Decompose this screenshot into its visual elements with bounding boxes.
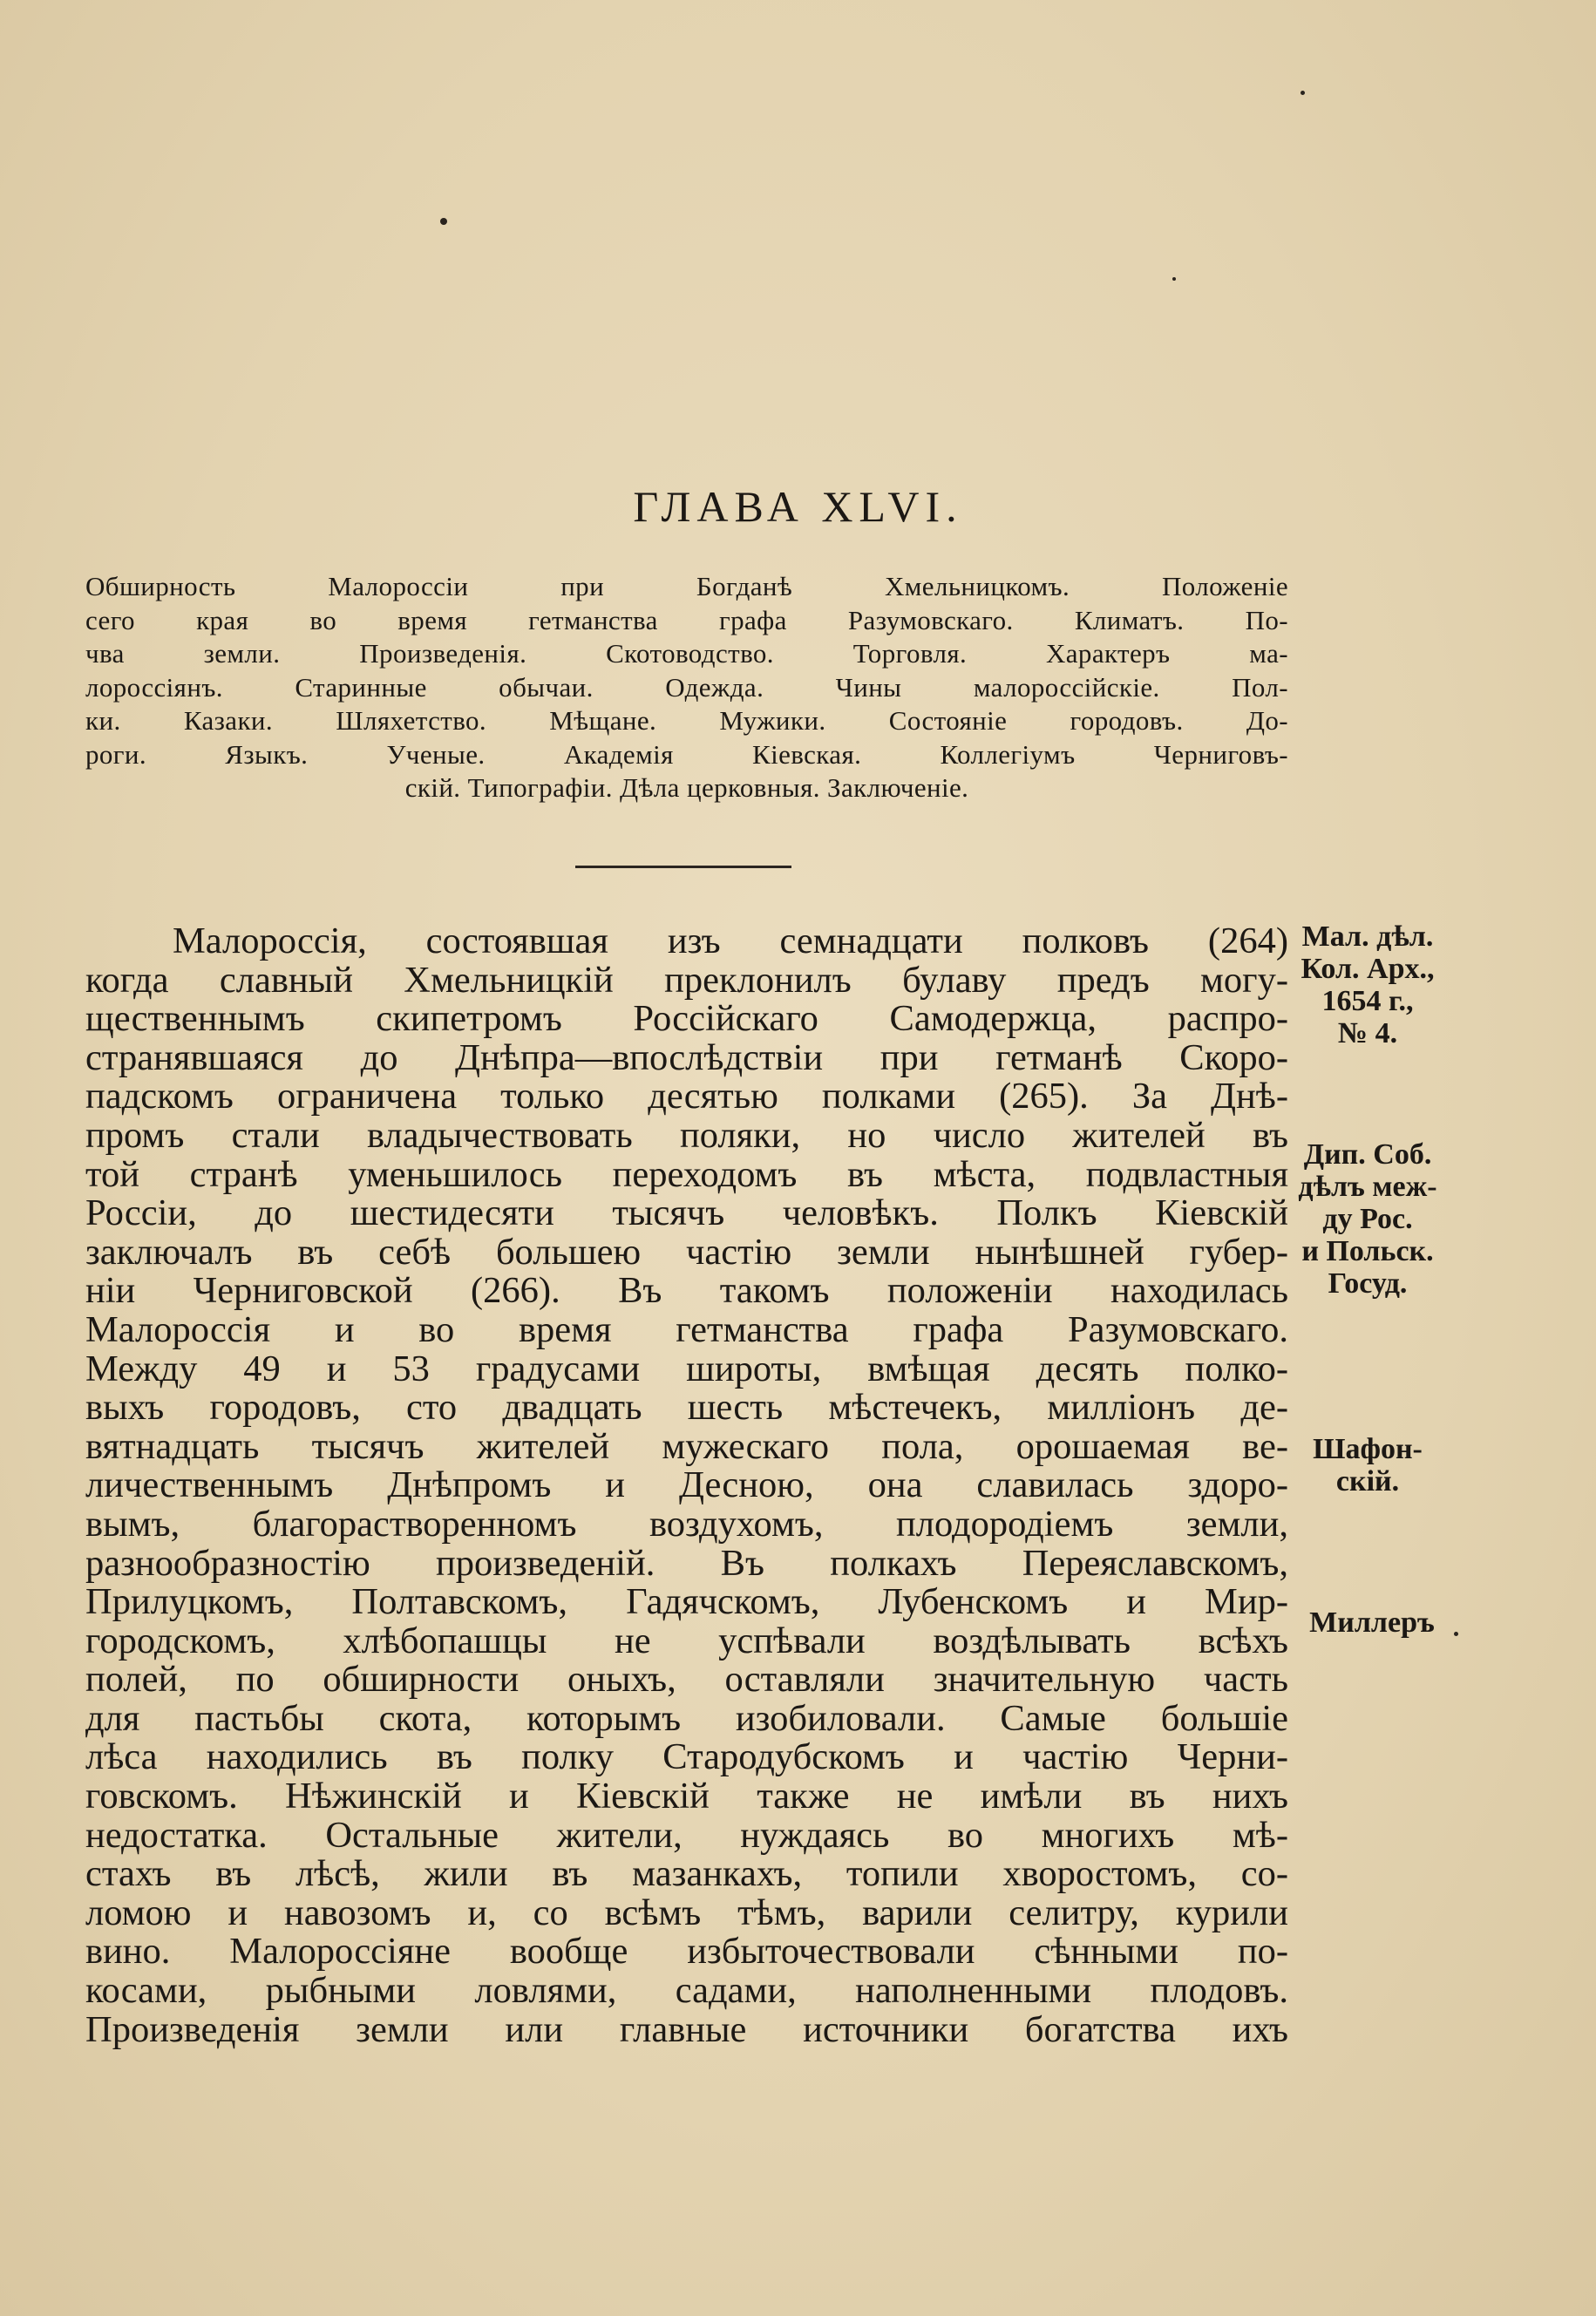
chapter-summary <box>85 570 1288 805</box>
text-line: стахъ въ лѣсѣ, жили въ мазанкахъ, топили хворостомъ, со- <box>85 1853 1288 1895</box>
margin-note-line: и Польск. <box>1301 1235 1434 1267</box>
text-line: Россіи, до шестидесяти тысячъ человѣкъ. Полкъ Кіевскій <box>85 1192 1288 1234</box>
summary-line: чва земли. Произведенія. Скотоводство. Торговля. Характеръ ма- <box>85 638 1288 669</box>
margin-note-line: № 4. <box>1337 1017 1398 1049</box>
margin-note-line: Дип. Соб. <box>1303 1138 1432 1171</box>
text-line: косами, рыбными ловлями, садами, наполненными плодовъ. <box>85 1970 1288 2012</box>
margin-note-line: дѣлъ меж- <box>1298 1171 1437 1203</box>
text-line: вятнадцать тысячъ жителей мужескаго пола, орошаемая ве- <box>85 1425 1288 1467</box>
text-line: Малороссія и во время гетманства графа Разумовскаго. <box>85 1308 1288 1350</box>
summary-line: Обширность Малороссіи при Богданѣ Хмельницкомъ. Положеніе <box>85 571 1288 601</box>
text-line: вымъ, благорастворенномъ воздухомъ, плодородіемъ земли, <box>85 1503 1288 1545</box>
summary-line: лороссіянъ. Старинные обычаи. Одежда. Чины малороссійскіе. Пол- <box>85 671 1288 703</box>
margin-note-line: Госуд. <box>1328 1267 1408 1300</box>
summary-line: скій. Типографіи. Дѣла церковныя. Заключеніе. <box>404 772 969 803</box>
text-line: говскомъ. Нѣжинскій и Кіевскій также не имѣли въ нихъ <box>85 1776 1288 1817</box>
margin-note-line: ду Рос. <box>1322 1203 1413 1235</box>
ink-speck <box>1172 277 1176 281</box>
margin-note-line: 1654 г., <box>1321 985 1414 1017</box>
ink-speck <box>1301 91 1305 95</box>
text-line: падскомъ ограничена только десятью полками (265). За Днѣ- <box>85 1076 1288 1117</box>
margin-note-shafonsky <box>1285 1433 1450 1498</box>
text-line: когда славный Хмельницкій преклонилъ булаву предъ могу- <box>85 959 1288 1001</box>
margin-note-archive <box>1285 920 1450 1049</box>
margin-note-line: скій. <box>1335 1465 1400 1498</box>
main-text <box>85 922 1288 2049</box>
margin-note-diplomatic <box>1285 1138 1450 1300</box>
summary-line: сего края во время гетманства графа Разумовскаго. Климатъ. По- <box>85 604 1288 635</box>
margin-note-line: Кол. Арх., <box>1301 953 1435 985</box>
text-line: Прилуцкомъ, Полтавскомъ, Гадячскомъ, Лубенскомъ и Мир- <box>85 1581 1288 1623</box>
summary-line: роги. Языкъ. Ученые. Академія Кіевская. Коллегіумъ Черниговъ- <box>85 738 1288 770</box>
text-line: ніи Черниговской (266). Въ такомъ положеніи находилась <box>85 1270 1288 1312</box>
text-line: полей, по обширности оныхъ, оставляли значительную часть <box>85 1659 1288 1701</box>
ink-speck <box>440 218 447 225</box>
margin-note-line: Мал. дѣл. <box>1301 920 1434 953</box>
chapter-title: ГЛАВА XLVI. <box>633 482 963 531</box>
text-line: личественнымъ Днѣпромъ и Десною, она славилась здоро- <box>85 1464 1288 1506</box>
text-line: городскомъ, хлѣбопашцы не успѣвали воздѣлывать всѣхъ <box>85 1620 1288 1661</box>
text-line: Произведенія земли или главные источники богатства ихъ <box>85 2008 1288 2050</box>
text-line: заключалъ въ себѣ большею частію земли нынѣшней губер- <box>85 1231 1288 1273</box>
margin-note-miller <box>1285 1606 1459 1639</box>
summary-line: ки. Казаки. Шляхетство. Мѣщане. Мужики. Состояніе городовъ. До- <box>85 705 1288 736</box>
text-line: той странѣ уменьшилось переходомъ въ мѣста, подвластныя <box>85 1153 1288 1195</box>
text-line: Между 49 и 53 градусами широты, вмѣщая десять полко- <box>85 1348 1288 1389</box>
text-line: странявшаяся до Днѣпра—впослѣдствіи при гетманѣ Скоро- <box>85 1036 1288 1078</box>
text-line: для пастьбы скота, которымъ изобиловали. Самые большіе <box>85 1697 1288 1739</box>
margin-note-line: Миллеръ <box>1309 1606 1435 1639</box>
text-line: щественнымъ скипетромъ Россійскаго Самодержца, распро- <box>85 998 1288 1040</box>
text-line: лѣса находились въ полку Стародубскомъ и частію Черни- <box>85 1736 1288 1778</box>
text-line: ломою и навозомъ и, со всѣмъ тѣмъ, варили селитру, курили <box>85 1892 1288 1933</box>
margin-note-line: Шафон- <box>1313 1433 1423 1465</box>
text-line: выхъ городовъ, сто двадцать шесть мѣстечекъ, милліонъ де- <box>85 1387 1288 1429</box>
text-line: недостатка. Остальные жители, нуждаясь во многихъ мѣ- <box>85 1814 1288 1856</box>
section-divider <box>575 866 791 868</box>
text-line: разнообразностію произведеній. Въ полкахъ Переяславскомъ, <box>85 1542 1288 1584</box>
text-line: промъ стали владычествовать поляки, но число жителей въ <box>85 1114 1288 1156</box>
text-line: Малороссія, состоявшая изъ семнадцати полковъ (264) <box>173 920 1288 961</box>
text-line: вино. Малороссіяне вообще избыточествовали сѣнными по- <box>85 1931 1288 1973</box>
